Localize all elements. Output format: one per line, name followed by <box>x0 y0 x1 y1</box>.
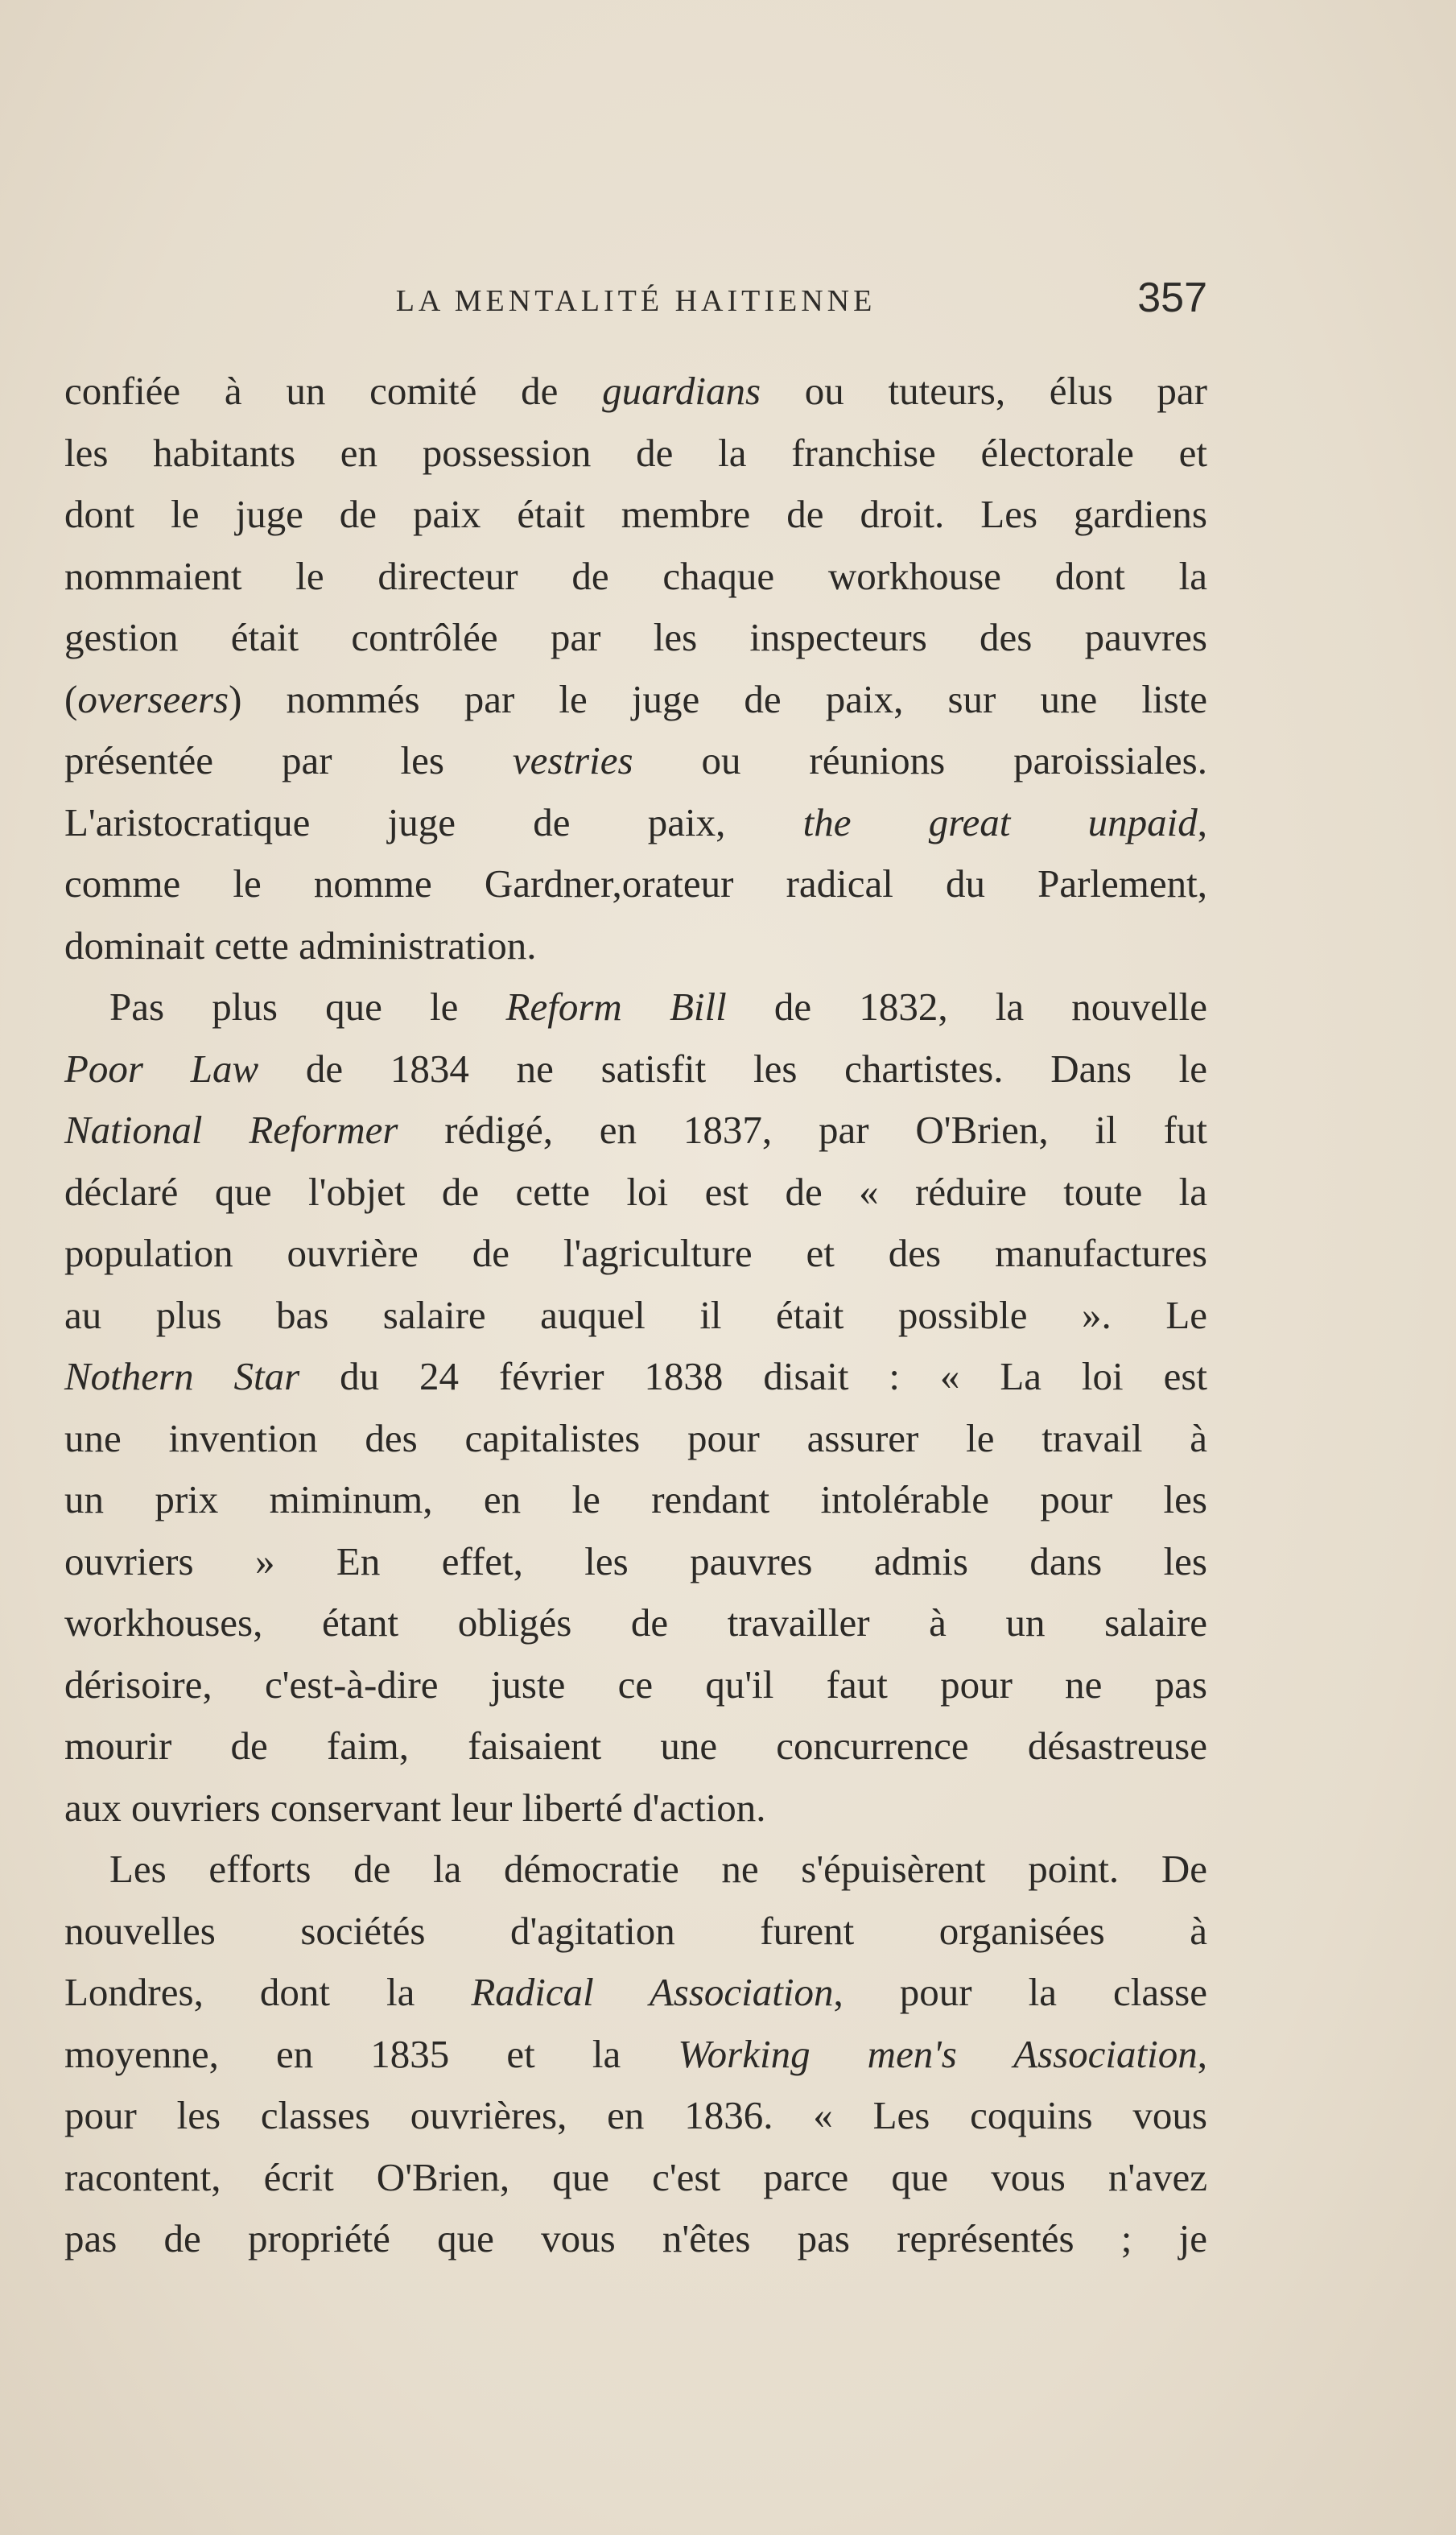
text-line <box>64 1654 1207 1716</box>
text-span: ( <box>64 676 78 721</box>
text-line <box>64 730 1207 792</box>
text-line <box>64 1223 1207 1285</box>
text-line <box>64 1162 1207 1224</box>
text-span: Les efforts de la démocratie ne s'épuisèrent point. De <box>109 1847 1207 1891</box>
text-span: rédigé, en 1837, par O'Brien, il fut <box>398 1108 1208 1152</box>
text-span: ouvriers » En effet, les pauvres admis dans les <box>64 1538 1207 1583</box>
text-span: gestion était contrôlée par les inspecteurs des pauvres <box>64 615 1207 659</box>
text-line <box>64 2085 1207 2147</box>
text-span: Londres, dont la <box>64 1970 472 2014</box>
text-span: L'aristocratique juge de paix, <box>64 799 803 844</box>
text-span: ou réunions paroissiales. <box>633 738 1207 782</box>
text-span: présentée par les <box>64 738 513 782</box>
text-span: aux ouvriers conservant leur liberté d'action. <box>64 1785 766 1830</box>
text-line <box>64 1285 1207 1347</box>
italic-text: the great unpaid <box>802 799 1198 844</box>
text-span: nouvelles sociétés d'agitation furent organisées à <box>64 1908 1207 1953</box>
text-span: dont le juge de paix était membre de droit. Les gardiens <box>64 492 1207 536</box>
text-span: Pas plus que le <box>109 985 506 1029</box>
running-head <box>64 274 1207 330</box>
text-line <box>64 976 1207 1038</box>
text-span: dominait cette administration. <box>64 923 537 968</box>
text-line <box>64 1839 1207 1901</box>
text-line <box>64 1346 1207 1408</box>
italic-text: Reform Bill <box>505 985 727 1029</box>
italic-text: Nothern Star <box>64 1354 300 1398</box>
text-span: pour les classes ouvrières, en 1836. « Les coquins vous <box>64 2093 1207 2137</box>
text-line <box>64 1715 1207 1777</box>
italic-text: Working men's Association <box>678 2031 1198 2076</box>
text-span: un prix miminum, en le rendant intolérable pour les <box>64 1477 1207 1521</box>
text-line <box>64 1408 1207 1470</box>
text-line <box>64 1469 1207 1531</box>
text-line <box>64 2147 1207 2209</box>
italic-text: guardians <box>602 369 761 413</box>
text-span: racontent, écrit O'Brien, que c'est parce que vous n'avez <box>64 2154 1207 2199</box>
italic-text: Radical Association <box>471 1970 834 2014</box>
text-line <box>64 607 1207 669</box>
italic-text: overseers <box>77 676 229 721</box>
text-line <box>64 2208 1207 2270</box>
running-title: LA MENTALITÉ HAITIENNE <box>395 284 876 318</box>
text-line <box>64 2024 1207 2086</box>
text-span: de 1834 ne satisfit les chartistes. Dans le <box>258 1046 1207 1091</box>
text-span: , pour la classe <box>833 1970 1207 2014</box>
italic-text: Poor Law <box>64 1046 259 1091</box>
text-line <box>64 1901 1207 1963</box>
text-span: pas de propriété que vous n'êtes pas représentés ; je <box>64 2216 1207 2260</box>
text-line <box>64 915 1207 977</box>
text-line <box>64 792 1207 854</box>
text-span: ) nommés par le juge de paix, sur une liste <box>229 676 1207 721</box>
text-span: , <box>1197 2031 1207 2076</box>
text-span: population ouvrière de l'agriculture et des manufactures <box>64 1231 1207 1275</box>
text-span: les habitants en possession de la franchise électorale et <box>64 430 1207 475</box>
text-line <box>64 484 1207 546</box>
text-span: workhouses, étant obligés de travailler à un salaire <box>64 1600 1207 1645</box>
text-line <box>64 1100 1207 1162</box>
text-span: nommaient le directeur de chaque workhouse dont la <box>64 553 1207 598</box>
text-span: au plus bas salaire auquel il était possible ». Le <box>64 1292 1207 1337</box>
body-text <box>64 361 1207 2270</box>
text-span: mourir de faim, faisaient une concurrence désastreuse <box>64 1724 1207 1768</box>
text-line <box>64 423 1207 485</box>
text-span: ou tuteurs, élus par <box>761 369 1208 413</box>
text-line <box>64 669 1207 731</box>
text-span: du 24 février 1838 disait : « La loi est <box>299 1354 1207 1398</box>
italic-text: National Reformer <box>64 1108 398 1152</box>
italic-text: vestries <box>512 738 633 782</box>
text-line <box>64 546 1207 608</box>
text-span: de 1832, la nouvelle <box>726 985 1207 1029</box>
text-span: une invention des capitalistes pour assurer le travail à <box>64 1415 1207 1460</box>
text-line <box>64 1592 1207 1654</box>
text-line <box>64 1962 1207 2024</box>
text-line <box>64 1038 1207 1100</box>
text-line <box>64 853 1207 915</box>
text-span: comme le nomme Gardner,orateur radical du Parlement, <box>64 861 1207 906</box>
text-span: , <box>1197 799 1208 844</box>
text-line <box>64 1531 1207 1593</box>
page-number: 357 <box>1137 275 1207 321</box>
text-span: dérisoire, c'est-à-dire juste ce qu'il faut pour ne pas <box>64 1662 1207 1707</box>
text-span: déclaré que l'objet de cette loi est de « réduire toute la <box>64 1169 1207 1214</box>
text-span: confiée à un comité de <box>64 369 603 413</box>
text-line <box>64 1777 1207 1839</box>
text-span: moyenne, en 1835 et la <box>64 2031 679 2076</box>
text-line <box>64 361 1207 423</box>
